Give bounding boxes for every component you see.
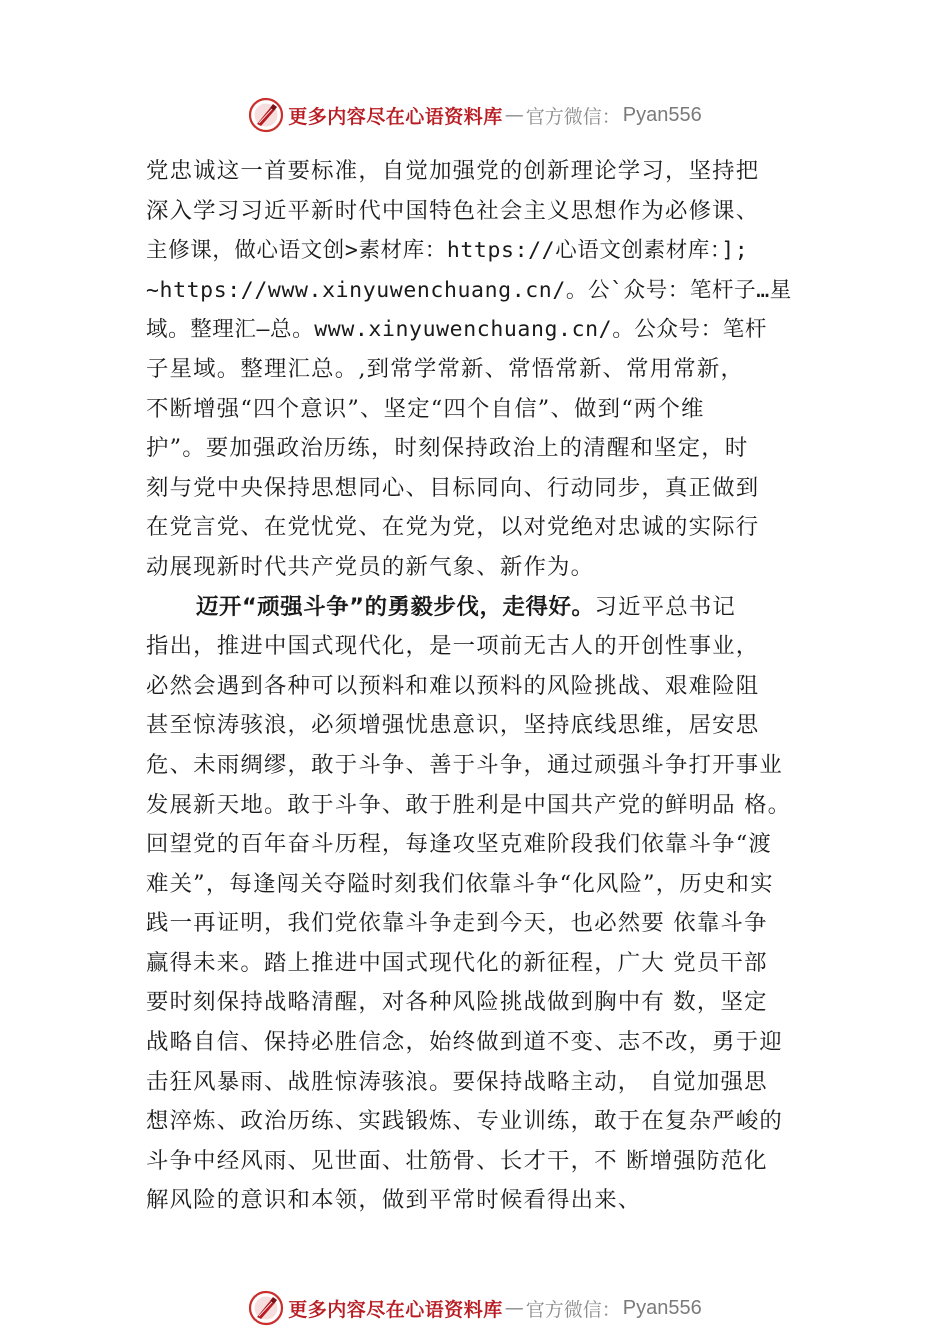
text-line: 难关”，每逢闯关夺隘时刻我们依靠斗争“化风险”，历史和实 bbox=[146, 870, 774, 897]
footer-banner bbox=[0, 1286, 950, 1330]
banner-separator: — bbox=[504, 1297, 524, 1319]
banner-title: 更多内容尽在心语资料库 bbox=[288, 1298, 503, 1321]
text-line: 回望党的百年奋斗历程，每逢攻坚克难阶段我们依靠斗争“渡 bbox=[146, 831, 773, 858]
text-line: 斗争中经风雨、见世面、壮筋骨、长才干，不 断增强防范化 bbox=[146, 1147, 768, 1174]
text-line: 深入学习习近平新时代中国特色社会主义思想作为必修课、 bbox=[146, 197, 760, 224]
pen-nib-logo-icon bbox=[248, 97, 284, 133]
text-line: 要时刻保持战略清醒，对各种风险挑战做到胸中有 数，坚定 bbox=[146, 989, 768, 1016]
banner-separator: — bbox=[504, 104, 524, 126]
section-heading: 迈开“顽强斗争”的勇毅步伐，走得好。 bbox=[196, 593, 595, 620]
text-line: 解风险的意识和本领，做到平常时候看得出来、 bbox=[146, 1187, 642, 1214]
text-line: 甚至惊涛骇浪，必须增强忧患意识，坚持底线思维，居安思 bbox=[146, 712, 760, 739]
banner-wechat-id: Pyan556 bbox=[622, 1296, 702, 1319]
text-line: 想淬炼、政治历练、实践锻炼、专业训练，敢于在复杂严峻的 bbox=[146, 1108, 783, 1135]
text-line: 域。整理汇—总。www.xinyuwenchuang.cn/。公众号：笔杆 bbox=[146, 317, 767, 343]
text-line: 在党言党、在党忧党、在党为党，以对党绝对忠诚的实际行 bbox=[146, 514, 760, 541]
text-line: 发展新天地。敢于斗争、敢于胜利是中国共产党的鲜明品 格。 bbox=[146, 791, 792, 818]
text-line: 危、未雨绸缪，敢于斗争、善于斗争，通过顽强斗争打开事业 bbox=[146, 751, 783, 778]
text-line: 必然会遇到各种可以预料和难以预料的风险挑战、艰难险阻 bbox=[146, 672, 760, 699]
text-line: 动展现新时代共产党员的新气象、新作为。 bbox=[146, 553, 595, 580]
banner-wechat-label: 官方微信： bbox=[525, 1298, 621, 1321]
text-line: 主修课，做心语文创>素材库：https://心语文创素材库：]; bbox=[146, 238, 749, 264]
text-line: 指出，推进中国式现代化，是一项前无古人的开创性事业， bbox=[146, 633, 760, 660]
text-line: 击狂风暴雨、战胜惊涛骇浪。要保持战略主动， 自觉加强思 bbox=[146, 1068, 768, 1095]
section-heading-line bbox=[146, 588, 830, 628]
document-body bbox=[146, 152, 830, 1221]
text-line: 子星域。整理汇总。,到常学常新、常悟常新、常用常新， bbox=[146, 355, 745, 382]
text-line: 不断增强“四个意识”、坚定“四个自信”、做到“两个维 bbox=[146, 395, 705, 422]
text-line: ~https://www.xinyuwenchuang.cn/。公`众号：笔杆子…星 bbox=[146, 277, 792, 303]
text-line: 党忠诚这一首要标准，自觉加强党的创新理论学习，坚持把 bbox=[146, 158, 760, 184]
text-line: 赢得未来。踏上推进中国式现代化的新征程，广大 党员干部 bbox=[146, 949, 768, 976]
banner-title: 更多内容尽在心语资料库 bbox=[288, 105, 503, 128]
section-heading-continuation: 习近平总书记 bbox=[594, 593, 737, 620]
header-banner bbox=[0, 93, 950, 137]
banner-wechat-id: Pyan556 bbox=[622, 103, 702, 126]
text-line: 护”。要加强政治历练，时刻保持政治上的清醒和坚定，时 bbox=[146, 435, 749, 462]
pen-nib-logo-icon bbox=[248, 1290, 284, 1326]
text-line: 刻与党中央保持思想同心、目标同向、行动同步，真正做到 bbox=[146, 474, 760, 501]
text-line: 战略自信、保持必胜信念，始终做到道不变、志不改，勇于迎 bbox=[146, 1029, 783, 1056]
banner-wechat-label: 官方微信： bbox=[525, 105, 621, 128]
text-line: 践一再证明，我们党依靠斗争走到今天，也必然要 依靠斗争 bbox=[146, 910, 768, 937]
